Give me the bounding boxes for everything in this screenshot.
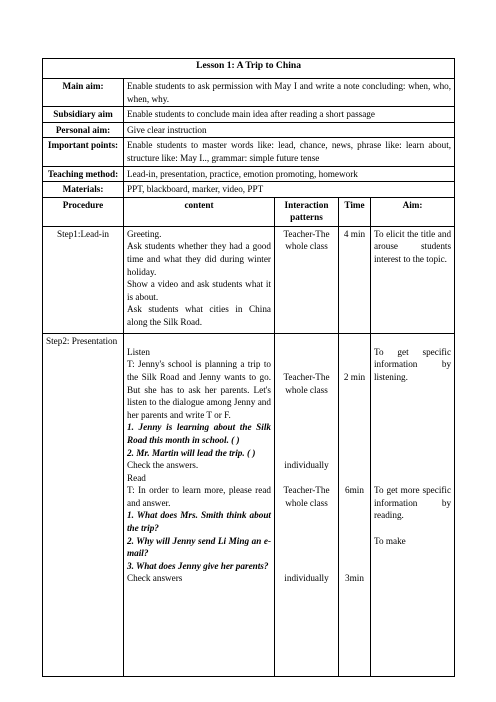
materials-value: PPT, blackboard, marker, video, PPT xyxy=(124,182,455,198)
teaching-method-row xyxy=(43,166,455,182)
step2-content-line: Listen xyxy=(127,346,150,357)
header-interaction: Interaction patterns xyxy=(275,197,339,226)
subsidiary-aim-label: Subsidiary aim xyxy=(43,107,124,123)
personal-aim-label: Personal aim: xyxy=(43,122,124,138)
step2-interaction-1: Teacher-The whole class xyxy=(283,371,330,395)
step2-aim-1: To get specific information by listening. xyxy=(374,346,452,382)
step2-time-1: 2 min xyxy=(343,371,366,382)
main-aim-value: Enable students to ask permission with May I and write a note concluding: when, who, when, why. xyxy=(124,79,455,107)
step2-content-line: Read xyxy=(127,472,146,483)
materials-row xyxy=(43,182,455,198)
personal-aim-row xyxy=(43,122,455,138)
header-time: Time xyxy=(339,197,371,226)
main-aim-row xyxy=(43,79,455,107)
step2-interaction-3: Teacher-The whole class xyxy=(283,485,330,508)
step1-aim: To elicit the title and arouse students interest to the topic. xyxy=(371,226,455,333)
step2-content-line: Check the answers. xyxy=(127,460,199,471)
personal-aim-value: Give clear instruction xyxy=(124,122,455,138)
lesson-plan-table xyxy=(42,58,455,677)
materials-label: Materials: xyxy=(43,182,124,198)
step1-interaction: Teacher-The whole class xyxy=(275,226,339,333)
step2-interaction xyxy=(275,333,339,676)
subsidiary-aim-row xyxy=(43,107,455,123)
teaching-method-value: Lead-in, presentation, practice, emotion promoting, homework xyxy=(124,166,455,182)
step2-time-3: 3min xyxy=(345,573,364,584)
important-points-value: Enable students to master words like: lead, chance, news, phrase like: learn about, structure like: May I.., grammar: simple future tense xyxy=(124,138,455,166)
step2-listen-question: 1. Jenny is learning about the Silk Road this month in school. ( ) xyxy=(127,422,271,445)
step2-aim xyxy=(371,333,455,676)
title-row xyxy=(43,59,455,79)
lesson-title: Lesson 1: A Trip to China xyxy=(43,59,455,79)
step2-aim-2: To get more specific information by reading. xyxy=(374,485,452,521)
step2-listen-question: 2. Mr. Martin will lead the trip. ( ) xyxy=(127,447,256,458)
step2-row xyxy=(43,333,455,676)
procedure-header-row xyxy=(43,197,455,226)
step1-content-line: Greeting. xyxy=(127,228,162,239)
main-aim-label: Main aim: xyxy=(43,79,124,107)
step2-time xyxy=(339,333,371,676)
step1-time: 4 min xyxy=(339,226,371,333)
step2-content xyxy=(124,333,275,676)
step2-aim-3: To make xyxy=(374,535,406,546)
step2-content-line: T: In order to learn more, please read and answer. xyxy=(127,485,271,508)
step2-content-line: T: Jenny's school is planning a trip to the Silk Road and Jenny wants to go. But she has to ask her parents. Let's listen to the dialogue among Jenny and her parents and write T or F. xyxy=(127,359,271,420)
step1-content-line: Show a video and ask students what it is about. xyxy=(127,279,271,302)
step2-read-question: 3. What does Jenny give her parents? xyxy=(127,560,269,571)
step1-content-line: Ask students what cities in China along the Silk Road. xyxy=(127,304,271,327)
important-points-label: Important points: xyxy=(43,138,124,166)
header-aim: Aim: xyxy=(371,197,455,226)
step2-time-2: 6min xyxy=(345,485,364,496)
important-points-row xyxy=(43,138,455,166)
step1-content xyxy=(124,226,275,333)
step2-content-line: Check answers xyxy=(127,573,183,584)
subsidiary-aim-value: Enable students to conclude main idea after reading a short passage xyxy=(124,107,455,123)
step1-row xyxy=(43,226,455,333)
step2-procedure: Step2: Presentation xyxy=(43,333,124,676)
step2-read-question: 2. Why will Jenny send Li Ming an e-mail? xyxy=(127,535,271,559)
teaching-method-label: Teaching method: xyxy=(43,166,124,182)
step1-procedure: Step1:Lead-in xyxy=(43,226,124,333)
step2-interaction-2: individually xyxy=(284,460,329,471)
header-procedure: Procedure xyxy=(43,197,124,226)
header-content: content xyxy=(124,197,275,226)
step1-content-line: Ask students whether they had a good time and what they did during winter holiday. xyxy=(127,241,271,277)
step2-read-question: 1. What does Mrs. Smith think about the trip? xyxy=(127,510,271,534)
step2-interaction-4: individually xyxy=(284,573,329,584)
